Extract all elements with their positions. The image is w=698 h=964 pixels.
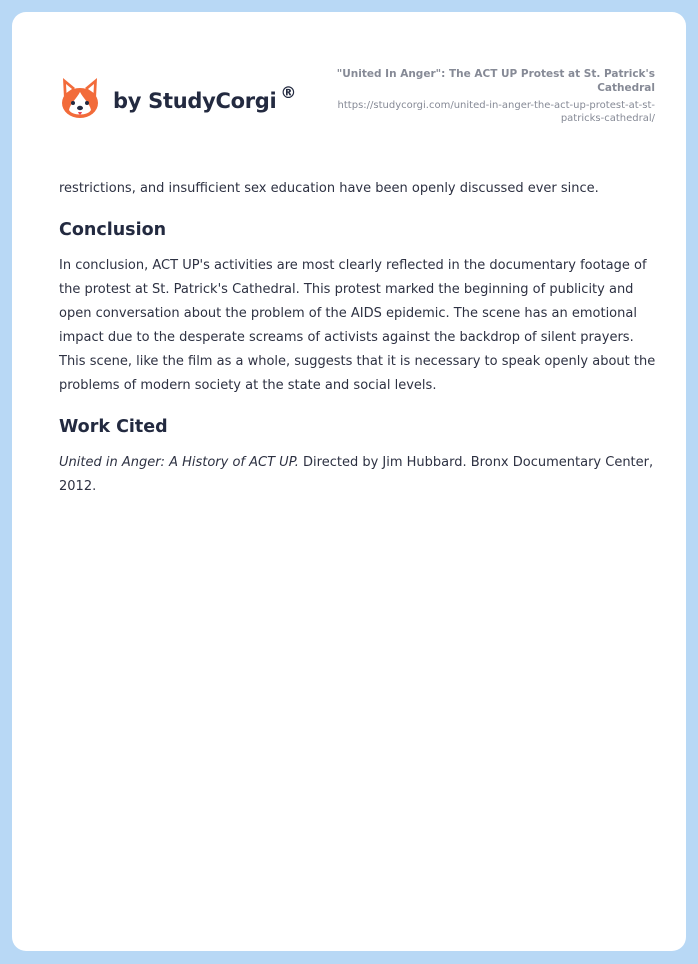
registered-mark: ® [280, 83, 297, 102]
conclusion-paragraph: In conclusion, ACT UP's activities are most clearly reflected in the documentary footage of the protest at St. Patrick's Cathedral. This protest marked the beginning of publicity and open conversation about the problem of the AIDS epidemic. The scene has an emotional impact due to the desperate screams of activists against the backdrop of silent prayers. This scene, like the film as a whole, suggests that it is necessary to speak openly about the problems of modern society at the state and social levels. [59, 258, 656, 393]
document-url[interactable]: https://studycorgi.com/united-in-anger-the-act-up-protest-at-st-patricks-cathedral/ [337, 100, 655, 124]
citation-details: Directed by Jim Hubbard. Bronx Documentary Center, 2012. [59, 455, 654, 494]
citation-title: United in Anger: A History of ACT UP. [59, 455, 299, 470]
corgi-logo-icon [60, 76, 100, 120]
work-cited-heading: Work Cited [59, 417, 168, 437]
intro-paragraph-fragment: restrictions, and insufficient sex education have been openly discussed ever since. [59, 181, 599, 196]
document-body [59, 177, 657, 499]
document-page [12, 12, 686, 951]
document-title: "United In Anger": The ACT UP Protest at St. Patrick's Cathedral [336, 68, 655, 94]
studycorgi-logo[interactable] [60, 76, 297, 120]
document-meta [315, 67, 655, 125]
citation-entry [59, 451, 657, 499]
conclusion-heading: Conclusion [59, 220, 167, 240]
brand-name: by StudyCorgi ® [113, 83, 297, 113]
